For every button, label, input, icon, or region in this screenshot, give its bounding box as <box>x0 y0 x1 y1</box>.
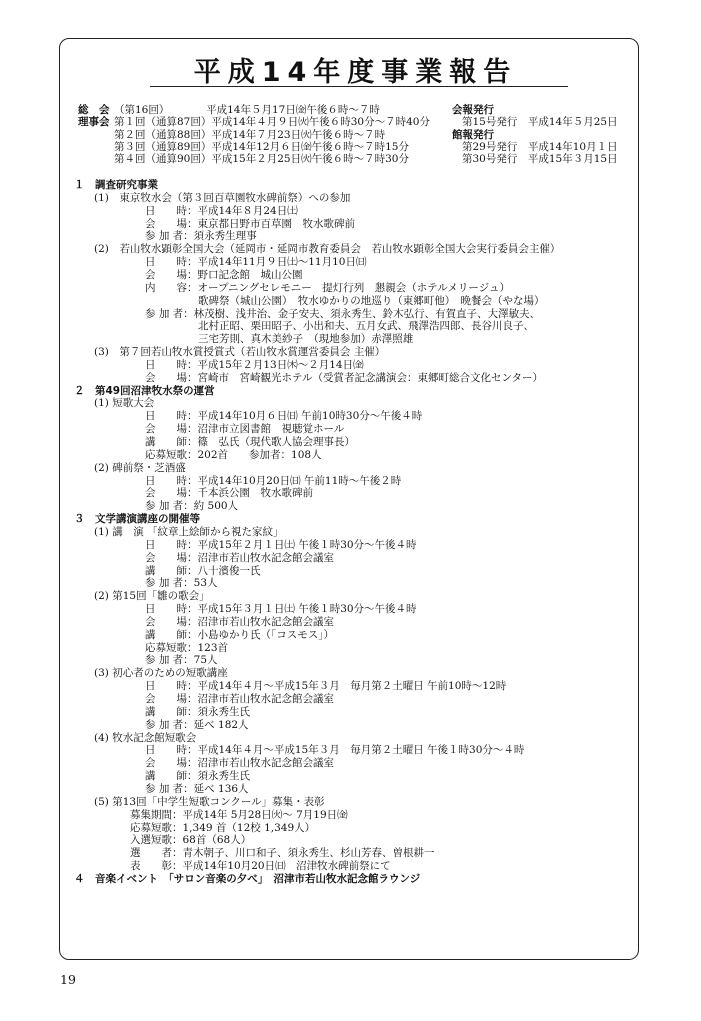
title-underline <box>150 86 568 87</box>
detail-line: 会 場：宮崎市 宮崎観光ホテル（受賞者記念講演会：東郷町総合文化センター） <box>145 371 544 384</box>
detail-line: 日 時：平成14年４月～平成15年３月 毎月第２土曜日 午後１時30分～４時 <box>145 744 525 757</box>
detail-line: 応募短歌：202首 参加者：108人 <box>145 448 322 461</box>
detail-line: 会 場：沼津市若山牧水記念館会議室 <box>145 615 334 628</box>
detail-line: 会 場：野口記念館 城山公園 <box>145 268 303 281</box>
meeting-entry: 第４回（通算90回）平成15年２月25日㈫午後６時～７時30分 <box>114 153 409 166</box>
detail-line: 日 時：平成15年２月13日㈭～２月14日㈮ <box>145 358 364 371</box>
section-heading: ３ 文学講演講座の開催等 <box>74 513 200 526</box>
subsection-heading: (1) 講 演 「紋章上絵師から視た家紋」 <box>94 525 284 538</box>
subsection-heading: (1) 短歌大会 <box>94 397 155 410</box>
page-title: 平成14年度事業報告 <box>193 57 518 88</box>
section-heading: １ 調査研究事業 <box>74 179 158 191</box>
detail-line: 参 加 者：75人 <box>145 654 218 667</box>
meeting-entry: 第３回（通算89回）平成14年12月６日㈮午後６時～７時15分 <box>114 140 409 153</box>
publication-heading: 会報発行 <box>452 104 494 116</box>
subsection-heading: (4) 牧水記念館短歌会 <box>94 731 197 744</box>
detail-line: 講 師：小島ゆかり氏（「コスモス」） <box>145 628 334 641</box>
detail-line: 会 場：東京都日野市百草園 牧水歌碑前 <box>145 217 355 230</box>
detail-line: 三宅芳則、真木美紗子 （現地参加）赤澤照雄 <box>198 333 414 346</box>
detail-line: 会 場：沼津市若山牧水記念館会議室 <box>145 551 334 564</box>
detail-line: 参 加 者：53人 <box>145 577 218 590</box>
detail-line: 会 場：沼津市若山牧水記念館会議室 <box>145 693 334 705</box>
detail-line: 会 場：沼津市立図書館 視聴覚ホール <box>145 423 345 436</box>
detail-line: 会 場：沼津市若山牧水記念館会議室 <box>145 757 334 770</box>
detail-line: 講 師：須永秀生氏 <box>145 705 250 718</box>
subsection-heading: (2) 第15回「雛の歌会」 <box>94 590 210 603</box>
detail-line: 日 時：平成14年10月６日㈰ 午前10時30分～午後４時 <box>145 410 423 423</box>
detail-line: 参 加 者：約 500人 <box>145 500 239 513</box>
detail-line: 講 師：八十濱俊一氏 <box>145 564 261 577</box>
detail-line: 北村正昭、栗田昭子、小出和夫、五月女武、飛澤浩四郎、長谷川良子、 <box>198 320 534 333</box>
section-heading: ２ 第49回沼津牧水祭の運営 <box>74 384 215 397</box>
detail-line: 入選短歌：68首（68人） <box>130 834 252 847</box>
subsection-heading: (3) 第７回若山牧水賞授賞式（若山牧水賞運営委員会 主催） <box>94 346 386 359</box>
publication-entry: 第30号発行 平成15年３月15日 <box>462 153 618 166</box>
detail-line: 応募短歌：1,349 首（12校 1,349人） <box>130 821 316 834</box>
detail-line: 講 師：須永秀生氏 <box>145 770 250 783</box>
publication-entry: 第29号発行 平成14年10月１日 <box>462 140 618 153</box>
subsection-heading: (1) 東京牧水会（第３回百草園牧水碑前祭）への参加 <box>94 191 351 204</box>
subsection-heading: (2) 若山牧水顕彰全国大会（延岡市・延岡市教育委員会 若山牧水顕彰全国大会実行委員会主催） <box>94 243 561 256</box>
meeting-entry: 第２回（通算88回）平成14年７月23日㈫午後６時～７時 <box>114 128 386 141</box>
meeting-label: 総 会 <box>78 104 110 116</box>
meeting-entry: 第１回（通算87回）平成14年４月９日㈫午後６時30分～７時40分 <box>114 116 430 129</box>
detail-line: 募集期間：平成14年 5月28日㈫～ 7月19日㈮ <box>130 808 348 821</box>
detail-line: 日 時：平成15年３月１日㈯ 午後１時30分～午後４時 <box>145 603 417 616</box>
publication-heading: 館報発行 <box>452 128 494 141</box>
meeting-label: 理事会 <box>78 116 110 129</box>
detail-line: 内 容：オープニングセレモニー 提灯行列 懇親会（ホテルメリージュ） <box>145 281 510 294</box>
subsection-heading: (5) 第13回「中学生短歌コンクール」募集・表彰 <box>94 795 325 808</box>
page-number: 19 <box>60 972 76 987</box>
detail-line: 日 時：平成14年４月～平成15年３月 毎月第２土曜日 午前10時～12時 <box>145 680 507 693</box>
detail-line: 日 時：平成15年２月１日㈯ 午後１時30分～午後４時 <box>145 538 417 551</box>
detail-line: 応募短歌：123首 <box>145 641 229 654</box>
detail-line: 講 師：篠 弘氏（現代歌人協会理事長） <box>145 436 355 448</box>
detail-line: 参 加 者：延べ 182人 <box>145 718 249 731</box>
publication-entry: 第15号発行 平成14年５月25日 <box>462 116 618 129</box>
subsection-heading: (3) 初心者のための短歌講座 <box>94 667 228 680</box>
detail-line: 会 場：千本浜公園 牧水歌碑前 <box>145 487 313 500</box>
detail-line: 表 彰：平成14年10月20日㈰ 沼津牧水碑前祭にて <box>130 860 391 873</box>
meeting-entry: （第16回） 平成14年５月17日㈮午後６時～７時 <box>114 104 380 116</box>
detail-line: 日 時：平成14年11月９日㈯～11月10日㈰ <box>145 256 367 269</box>
detail-line: 参 加 者：延べ 136人 <box>145 782 249 795</box>
detail-line: 日 時：平成14年10月20日㈰ 午前11時～午後２時 <box>145 474 402 487</box>
subsection-heading: (2) 碑前祭・芝酒盛 <box>94 461 186 474</box>
section-heading: ４ 音楽イベント 「サロン音楽の夕べ」 沼津市若山牧水記念館ラウンジ <box>74 872 421 885</box>
detail-line: 選 者：青木朝子、川口和子、須永秀生、杉山芳春、曽根耕一 <box>130 847 435 860</box>
detail-line: 参 加 者：林茂樹、浅井治、金子安夫、須永秀生、鈴木弘行、有賀直子、大澤敏夫、 <box>145 307 541 320</box>
detail-line: 日 時：平成14年８月24日㈯ <box>145 204 298 217</box>
detail-line: 歌碑祭（城山公園） 牧水ゆかりの地巡り（東郷町他） 晩餐会（やな場） <box>198 294 545 307</box>
detail-line: 参 加 者：須永秀生理事 <box>145 230 257 243</box>
